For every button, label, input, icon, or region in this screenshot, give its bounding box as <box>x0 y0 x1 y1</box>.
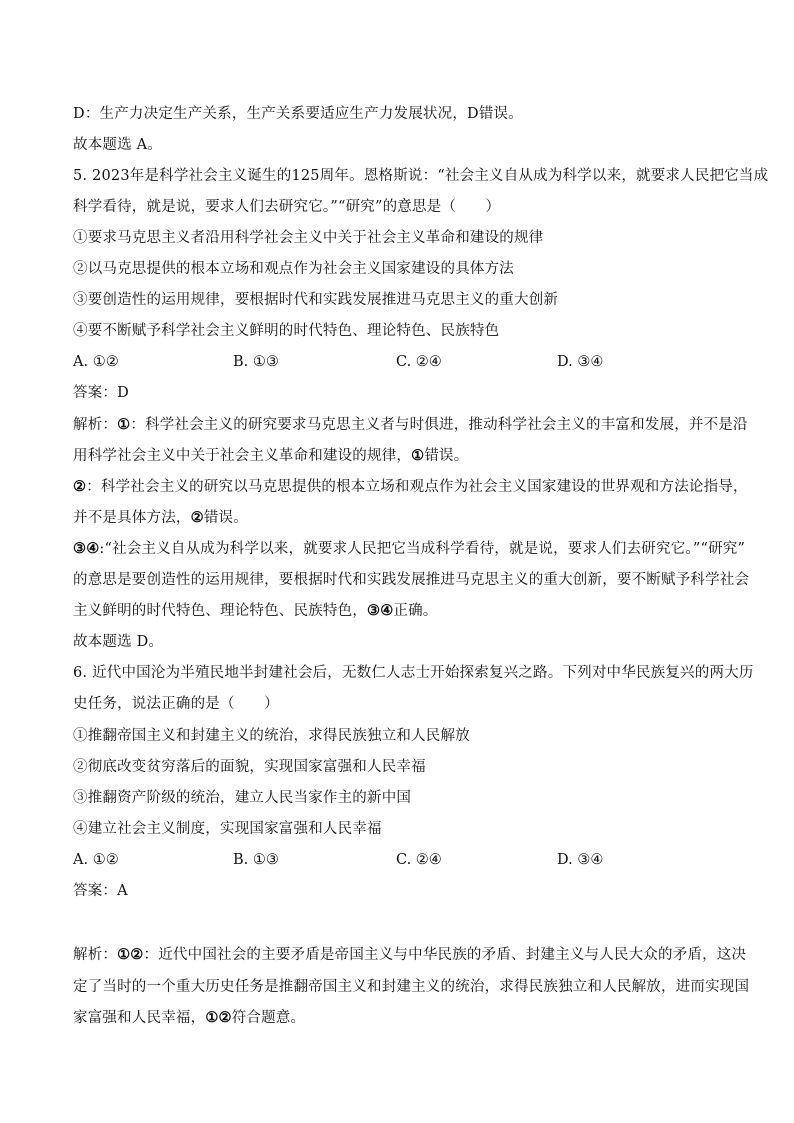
analysis-text: 家富强和人民幸福， <box>73 1010 206 1026</box>
option-d: D. ③④ <box>557 852 604 868</box>
option-a: A. ①② <box>73 354 119 370</box>
analysis-text: 错误。 <box>424 448 469 464</box>
analysis-text: :“社会主义自从成为科学以来，就要求人民把它当成科学看待，就是说，要求人们去研究它。”“研究” <box>99 541 746 557</box>
question-5-item: ②以马克思提供的根本立场和观点作为社会主义国家建设的具体方法 <box>73 261 514 277</box>
answer-5: 答案：D <box>73 385 129 401</box>
analysis-text: 并不是具体方法， <box>73 510 191 526</box>
analysis-5-line <box>73 601 438 621</box>
question-5-stem: 科学看待，就是说，要求人们去研究它。”“研究”的意思是（ ） <box>73 199 501 215</box>
item-marker: ③④ <box>73 540 100 557</box>
analysis-5-line <box>73 508 248 528</box>
question-6-stem: 6. 近代中国沦为半殖民地半封建社会后，无数仁人志士开始探索复兴之路。下列对中华民族复兴的两大历 <box>73 665 754 681</box>
question-5-item: ①要求马克思主义者沿用科学社会主义中关于社会主义革命和建设的规律 <box>73 230 544 246</box>
answer-6: 答案：A <box>73 883 128 899</box>
analysis-6-line <box>73 945 746 965</box>
item-marker: ① <box>411 447 425 464</box>
analysis-text: 主义鲜明的时代特色、理论特色、民族特色， <box>73 603 367 619</box>
question-6-item: ③推翻资产阶级的统治，建立人民当家作主的新中国 <box>73 790 412 806</box>
item-marker: ①② <box>205 1009 232 1026</box>
analysis-6-line <box>73 1008 305 1028</box>
analysis-5-line <box>73 415 748 435</box>
analysis-text: ：近代中国社会的主要矛盾是帝国主义与中华民族的矛盾、封建主义与人民大众的矛盾，这决 <box>143 947 747 963</box>
analysis-5-line <box>73 446 468 466</box>
item-marker: ② <box>73 478 87 495</box>
analysis-text: 符合题意。 <box>231 1010 306 1026</box>
option-c: C. ②④ <box>396 354 442 370</box>
item-marker: ①② <box>117 946 144 963</box>
option-c: C. ②④ <box>396 852 442 868</box>
option-b: B. ①③ <box>233 354 279 370</box>
text-line: 故本题选 A。 <box>73 137 162 153</box>
analysis-text: 错误。 <box>203 510 248 526</box>
item-marker: ① <box>117 416 131 433</box>
analysis-text: ：科学社会主义的研究要求马克思主义者与时俱进，推动科学社会主义的丰富和发展，并不是沿 <box>130 417 748 433</box>
option-d: D. ③④ <box>557 354 604 370</box>
question-5-item: ③要创造性的运用规律，要根据时代和实践发展推进马克思主义的重大创新 <box>73 292 559 308</box>
question-5-item: ④要不断赋予科学社会主义鲜明的时代特色、理论特色、民族特色 <box>73 323 500 339</box>
analysis-5-line: 的意思是要创造性的运用规律，要根据时代和实践发展推进马克思主义的重大创新，要不断赋予科学社会 <box>73 572 750 588</box>
item-marker: ② <box>190 509 204 526</box>
analysis-label: 解析： <box>73 417 118 433</box>
text-line: D：生产力决定生产关系，生产关系要适应生产力发展状况，D错误。 <box>73 106 523 122</box>
analysis-6-line: 定了当时的一个重大历史任务是推翻帝国主义和封建主义的统治，求得民族独立和人民解放，进而实现国 <box>73 979 750 995</box>
analysis-label: 解析： <box>73 947 118 963</box>
analysis-text: ：科学社会主义的研究以马克思提供的根本立场和观点作为社会主义国家建设的世界观和方法论指导， <box>86 479 748 495</box>
question-6-item: ④建立社会主义制度，实现国家富强和人民幸福 <box>73 821 382 837</box>
analysis-5-line <box>73 477 748 497</box>
option-a: A. ①② <box>73 852 119 868</box>
question-5-stem: 5. 2023年是科学社会主义诞生的125周年。恩格斯说：“社会主义自从成为科学以来，就要求人民把它当成 <box>73 168 769 184</box>
analysis-text: 正确。 <box>393 603 438 619</box>
option-b: B. ①③ <box>233 852 279 868</box>
question-6-item: ②彻底改变贫穷落后的面貌，实现国家富强和人民幸福 <box>73 759 426 775</box>
question-6-item: ①推翻帝国主义和封建主义的统治，求得民族独立和人民解放 <box>73 728 470 744</box>
selection-5: 故本题选 D。 <box>73 634 164 650</box>
question-6-stem: 史任务，说法正确的是（ ） <box>73 696 279 712</box>
analysis-5-line <box>73 539 745 559</box>
analysis-text: 用科学社会主义中关于社会主义革命和建设的规律， <box>73 448 412 464</box>
item-marker: ③④ <box>367 602 394 619</box>
